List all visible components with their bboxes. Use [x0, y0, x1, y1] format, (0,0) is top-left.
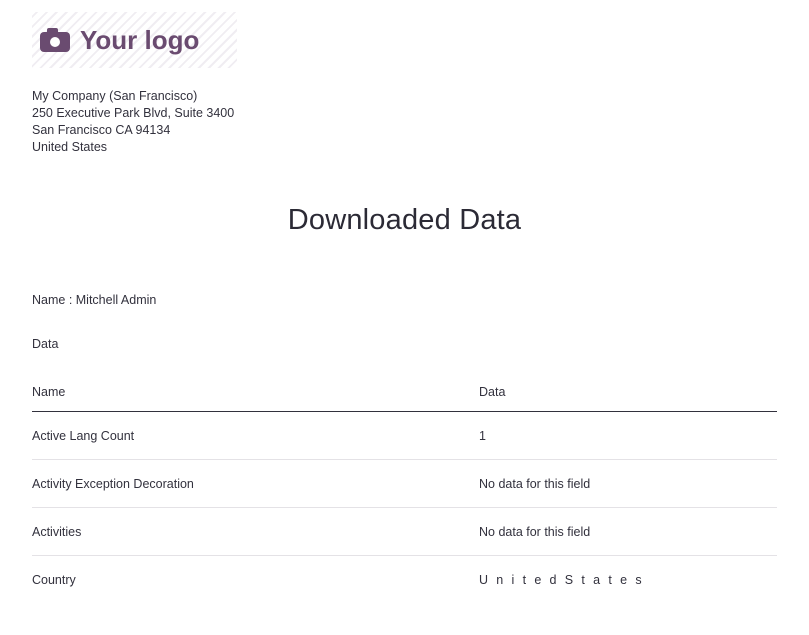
table-row: [32, 460, 777, 508]
company-logo: [32, 12, 237, 68]
data-section-label: Data: [32, 337, 59, 351]
cell-field-name: Activity Exception Decoration: [32, 460, 479, 508]
cell-field-data: No data for this field: [479, 460, 777, 508]
cell-field-data: No data for this field: [479, 508, 777, 556]
company-street: 250 Executive Park Blvd, Suite 3400: [32, 106, 235, 120]
logo-text: Your logo: [80, 24, 200, 55]
document-page: [0, 12, 809, 635]
page-title: Downloaded Data: [287, 204, 522, 236]
camera-icon: [40, 28, 70, 52]
cell-field-name: Activities: [32, 508, 479, 556]
cell-field-name: Country: [32, 573, 76, 587]
downloaded-data-table: [32, 385, 777, 603]
company-city-state-zip: San Francisco CA 94134: [32, 123, 171, 137]
cell-field-name: Active Lang Count: [32, 412, 479, 460]
document-meta: [32, 293, 777, 351]
column-header-name: Name: [32, 385, 479, 412]
column-header-data: Data: [479, 385, 777, 412]
user-name-line: Name : Mitchell Admin: [32, 293, 157, 307]
company-country: United States: [32, 140, 108, 154]
table-header-row: [32, 385, 777, 412]
table-row: [32, 556, 777, 604]
table-row: [32, 508, 777, 556]
company-name: My Company (San Francisco): [32, 89, 198, 103]
table-row: [32, 412, 777, 460]
cell-field-data: 1: [479, 412, 777, 460]
cell-field-data: U n i t e d S t a t e s: [479, 573, 644, 587]
company-address: [32, 88, 777, 156]
